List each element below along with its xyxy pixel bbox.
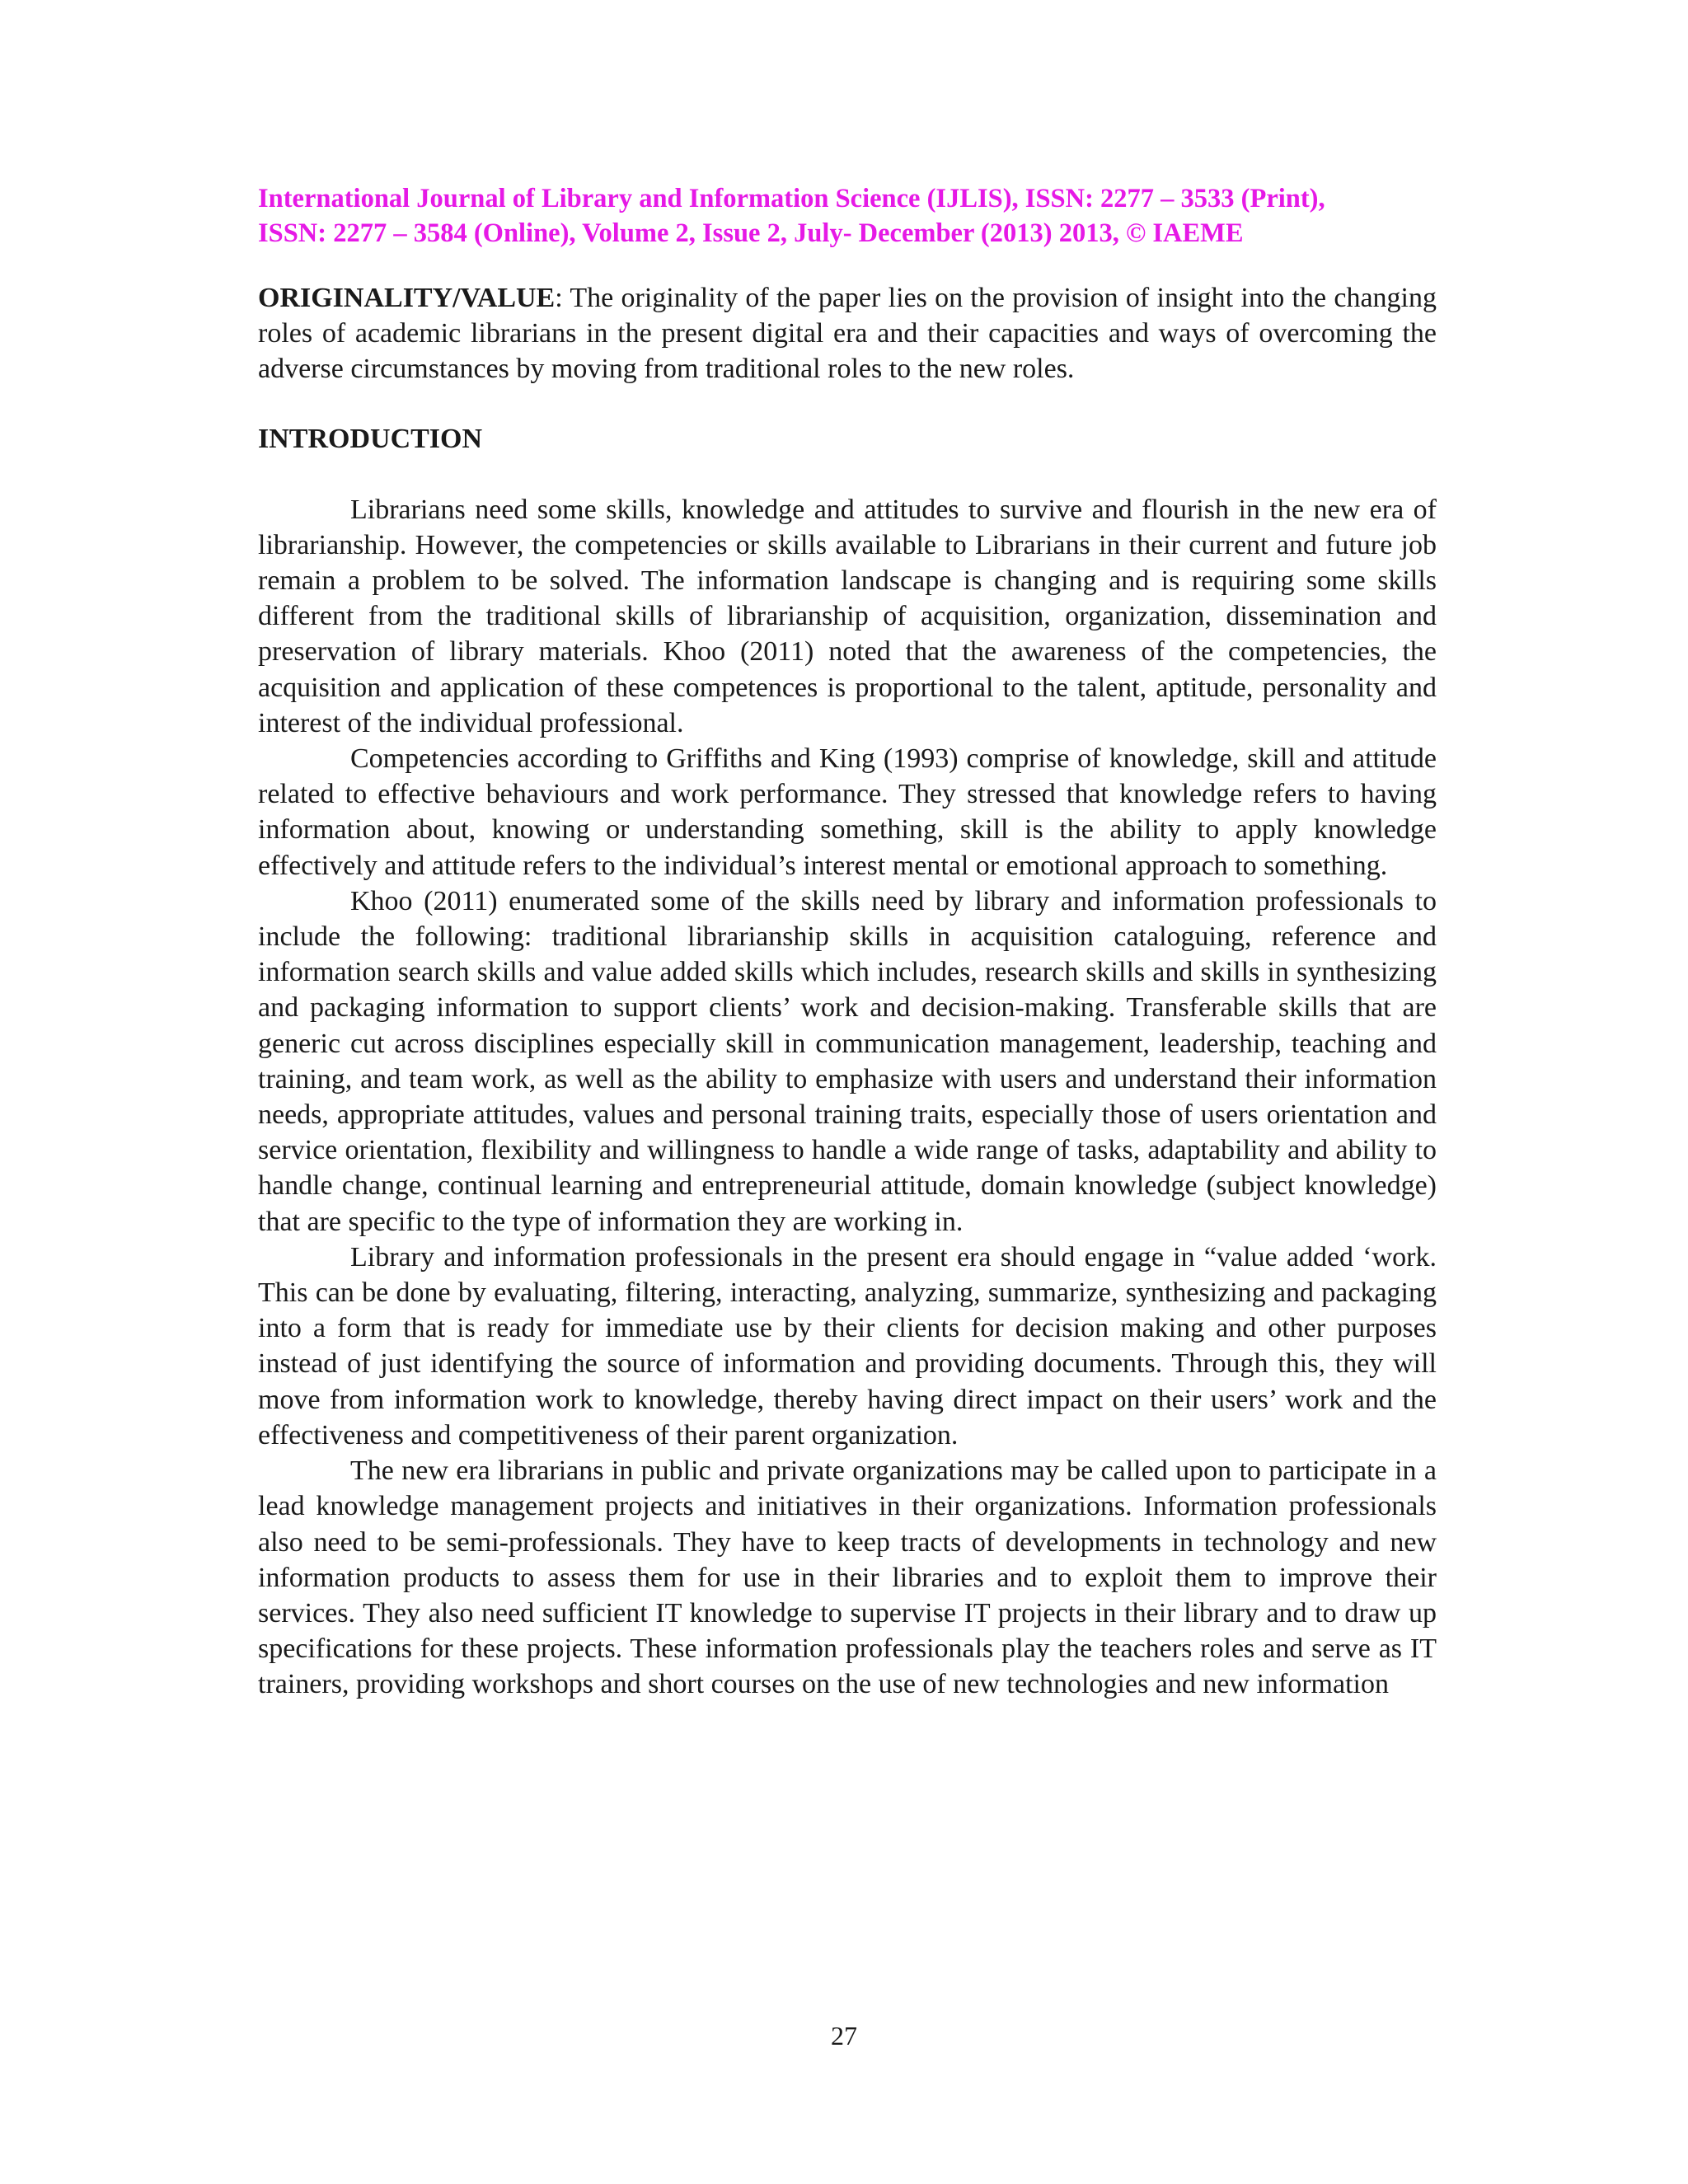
originality-paragraph: [258, 280, 1437, 387]
originality-text: : The originality of the paper lies on the provision of insight into the changing roles of academic librarians in the present digital era and their capacities and ways of overcoming the adverse circumstances by moving from traditional roles to the new roles.: [258, 283, 1437, 385]
journal-header-line-2: ISSN: 2277 – 3584 (Online), Volume 2, Issue 2, July- December (2013) 2013, © IAEME: [258, 218, 1244, 248]
article-body: [258, 280, 1437, 1703]
section-heading-introduction: INTRODUCTION: [258, 423, 483, 454]
journal-header-line-1: International Journal of Library and Information Science (IJLIS), ISSN: 2277 – 3533 (Print),: [258, 184, 1325, 213]
originality-label: ORIGINALITY/VALUE: [258, 283, 556, 313]
intro-paragraph-5: The new era librarians in public and private organizations may be called upon to participate in a lead knowledge management projects and initiatives in their organizations. Information professionals also need to be semi-professionals. They have to keep tracts of developments in technology and new information products to assess them for use in their libraries and to exploit them to improve their services. They also need sufficient IT knowledge to supervise IT projects in their library and to draw up specifications for these projects. These information professionals play the teachers roles and serve as IT trainers, providing workshops and short courses on the use of new technologies and new information: [258, 1455, 1437, 1700]
intro-paragraph-1: Librarians need some skills, knowledge and attitudes to survive and flourish in the new era of librarianship. However, the competencies or skills available to Librarians in their current and future job remain a problem to be solved. The information landscape is changing and is requiring some skills different from the traditional skills of librarianship of acquisition, organization, dissemination and preservation of library materials. Khoo (2011) noted that the awareness of the competencies, the acquisition and application of these competences is proportional to the talent, aptitude, personality and interest of the individual professional.: [258, 494, 1437, 738]
intro-paragraph-4: Library and information professionals in the present era should engage in “value added ‘work. This can be done by evaluating, filtering, interacting, analyzing, summarize, synthesizing and packaging into a form that is ready for immediate use by their clients for decision making and other purposes instead of just identifying the source of information and providing documents. Through this, they will move from information work to knowledge, thereby having direct impact on their users’ work and the effectiveness and competitiveness of their parent organization.: [258, 1241, 1437, 1451]
page-number: 27: [831, 2021, 857, 2050]
journal-header: [258, 181, 1437, 251]
intro-paragraph-2: Competencies according to Griffiths and King (1993) comprise of knowledge, skill and attitude related to effective behaviours and work performance. They stressed that knowledge refers to having information about, knowing or understanding something, skill is the ability to apply knowledge effectively and attitude refers to the individual’s interest mental or emotional approach to something.: [258, 743, 1437, 881]
intro-paragraph-3: Khoo (2011) enumerated some of the skills need by library and information professionals to include the following: traditional librarianship skills in acquisition cataloguing, reference and information search skills and value added skills which includes, research skills and skills in synthesizing and packaging information to support clients’ work and decision-making. Transferable skills that are generic cut across disciplines especially skill in communication management, leadership, teaching and training, and team work, as well as the ability to emphasize with users and understand their information needs, appropriate attitudes, values and personal training traits, especially those of users orientation and service orientation, flexibility and willingness to handle a wide range of tasks, adaptability and ability to handle change, continual learning and entrepreneurial attitude, domain knowledge (subject knowledge) that are specific to the type of information they are working in.: [258, 885, 1437, 1237]
